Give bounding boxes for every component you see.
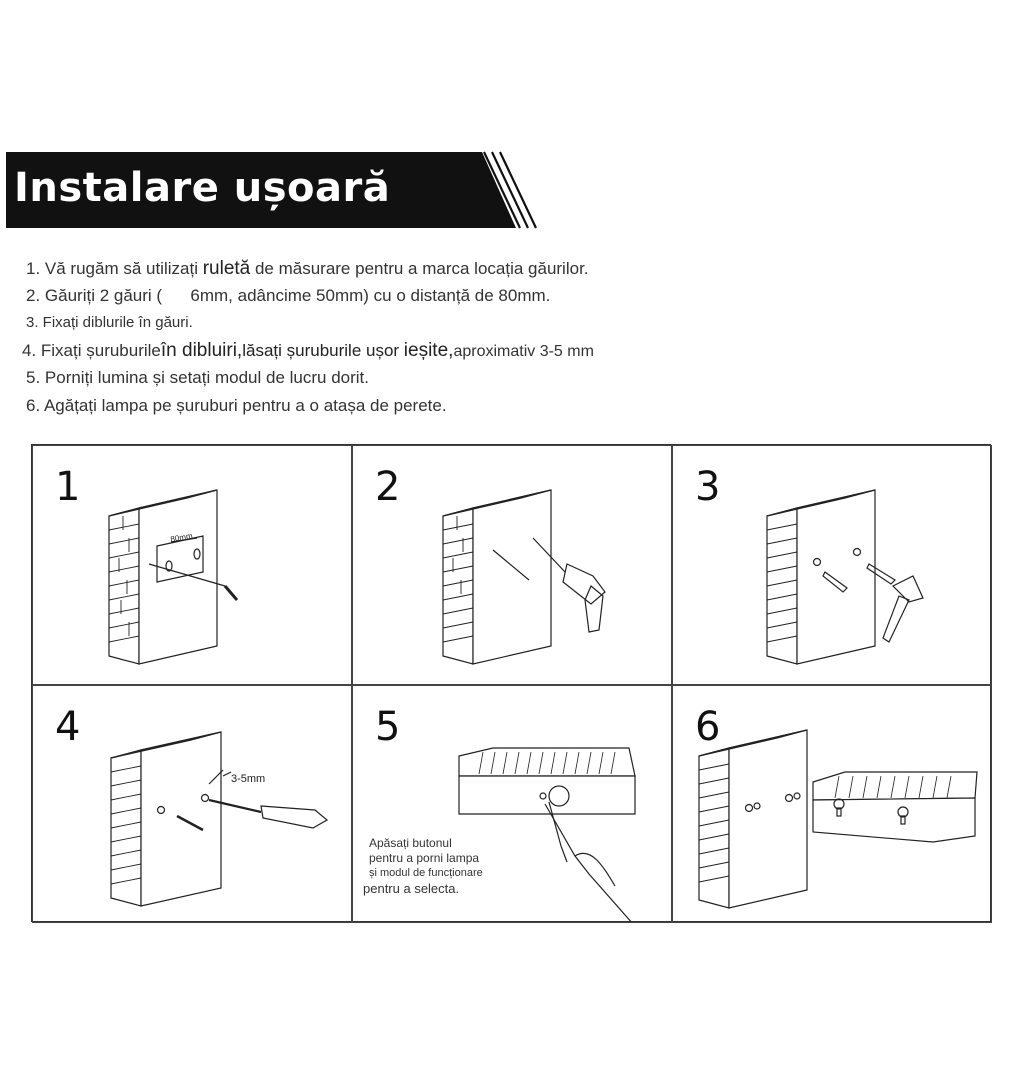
page-title: Instalare ușoară [14,165,391,211]
distance-label: 80mm [169,531,194,544]
step-5: 5. Porniți lumina și setați modul de lucru dorit. [26,368,369,387]
measure-wall-illustration [33,446,352,685]
caption-line-2: pentru a porni lampa [369,851,480,865]
panel-number: 5 [375,704,401,750]
panel-1 [32,445,352,685]
caption-line-1: Apăsați butonul [369,836,452,850]
panel-number: 2 [375,464,401,510]
drill-illustration [353,446,672,685]
protrusion-label: 3-5mm [231,773,266,785]
panel-number: 6 [695,704,721,750]
dowel-hammer-illustration [673,446,992,685]
panel-number: 1 [55,464,81,510]
panel-number: 4 [55,704,81,750]
step-3: 3. Fixați diblurile în găuri. [26,314,193,331]
panel-2 [352,445,672,685]
panel-6 [672,685,992,923]
hang-lamp-illustration [673,686,992,923]
step-1: 1. Vă rugăm să utilizați ruletă de măsurare pentru a marca locația găurilor. [26,258,589,279]
panel-4 [32,685,352,923]
step-6: 6. Agățați lampa pe șuruburi pentru a o atașa de perete. [26,396,447,415]
caption-line-4: pentru a selecta. [363,881,460,896]
panel-number: 3 [695,464,721,510]
panel-3 [672,445,992,685]
illustration-grid [31,444,991,922]
screw-illustration [33,686,352,923]
panel-5 [352,685,672,923]
step-4: 4. Fixați șuruburileîn dibluiri,lăsați șuruburile ușor ieșite,aproximativ 3-5 mm [22,340,594,361]
caption-line-3: și modul de funcționare [369,867,483,879]
step-2: 2. Găuriți 2 găuri ( 6mm, adâncime 50mm) cu o distanță de 80mm. [26,286,551,305]
